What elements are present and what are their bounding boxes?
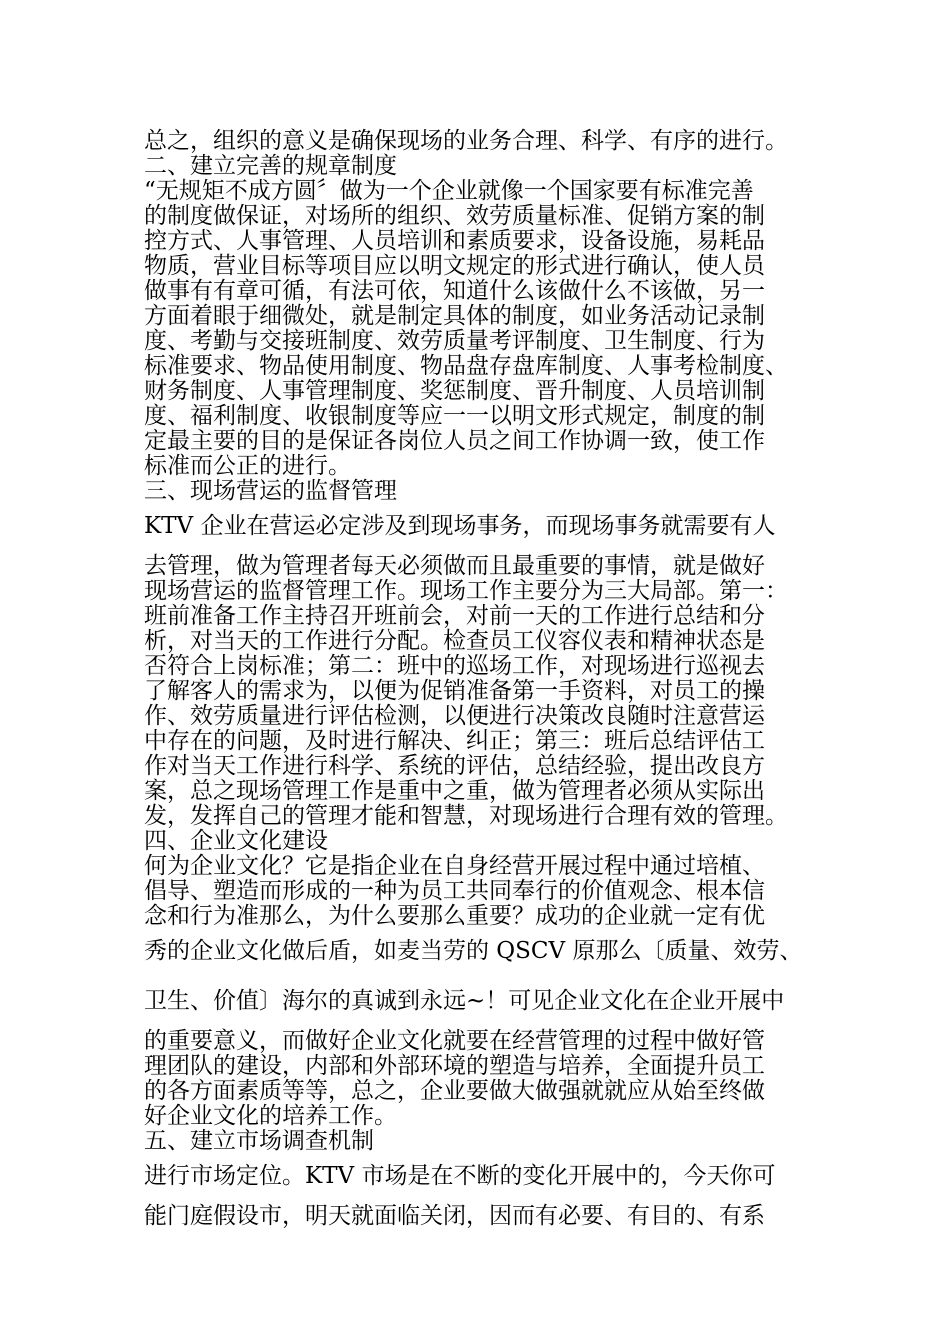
text-line: 总之，组织的意义是确保现场的业务合理、科学、有序的进行。: [144, 128, 788, 154]
text-line: 好企业文化的培养工作。: [144, 1103, 397, 1129]
text-line: 能门庭假设市，明天就面临关闭，因而有必要、有目的、有系: [144, 1203, 765, 1229]
text-line: 倡导、塑造而形成的一种为员工共同奉行的价值观念、根本信: [144, 878, 765, 904]
text-line: 否符合上岗标准；第二：班中的巡场工作，对现场进行巡视去: [144, 653, 765, 679]
text-line: 理团队的建设，内部和外部环境的塑造与培养，全面提升员工: [144, 1053, 765, 1079]
text-line: 念和行为准那么，为什么要那么重要？成功的企业就一定有优: [144, 903, 765, 929]
text-line: 做事有有章可循，有法可依，知道什么该做什么不该做，另一: [144, 278, 765, 304]
text-line: 去管理，做为管理者每天必须做而且最重要的事情，就是做好: [144, 553, 765, 579]
text-line: 析，对当天的工作进行分配。检查员工仪容仪表和精神状态是: [144, 628, 765, 654]
text-line: 物质，营业目标等项目应以明文规定的形式进行确认，使人员: [144, 253, 765, 279]
section-heading: 五、建立市场调查机制: [144, 1128, 374, 1154]
section-heading: 三、现场营运的监督管理: [144, 478, 397, 504]
text-line: 了解客人的需求为，以便为促销准备第一手资料，对员工的操: [144, 678, 765, 704]
text-line: 何为企业文化？它是指企业在自身经营开展过程中通过培植、: [144, 853, 765, 879]
text-line: 的重要意义，而做好企业文化就要在经营管理的过程中做好管: [144, 1028, 765, 1054]
text-line: KTV 企业在营运必定涉及到现场事务，而现场事务就需要有人: [144, 513, 776, 539]
text-line: 现场营运的监督管理工作。现场工作主要分为三大局部。第一：: [144, 578, 788, 604]
text-line: 作对当天工作进行科学、系统的评估，总结经验，提出改良方: [144, 753, 765, 779]
text-line: 度、福利制度、收银制度等应一一以明文形式规定，制度的制: [144, 403, 765, 429]
section-heading: 四、企业文化建设: [144, 828, 328, 854]
text-line: 的各方面素质等等，总之，企业要做大做强就就应从始至终做: [144, 1078, 765, 1104]
text-line: 案，总之现场管理工作是重中之重，做为管理者必须从实际出: [144, 778, 765, 804]
text-line: 标准要求、物品使用制度、物品盘存盘库制度、人事考检制度、: [144, 353, 788, 379]
text-line: 班前准备工作主持召开班前会，对前一天的工作进行总结和分: [144, 603, 765, 629]
text-line: 发，发挥自己的管理才能和智慧，对现场进行合理有效的管理。: [144, 803, 788, 829]
text-line: 秀的企业文化做后盾，如麦当劳的 QSCV 原那么〔质量、效劳、: [144, 938, 803, 964]
text-line: 度、考勤与交接班制度、效劳质量考评制度、卫生制度、行为: [144, 328, 765, 354]
text-line: 定最主要的目的是保证各岗位人员之间工作协调一致，使工作: [144, 428, 765, 454]
text-line: 控方式、人事管理、人员培训和素质要求，设备设施，易耗品: [144, 228, 765, 254]
text-line: “无规矩不成方圆〞做为一个企业就像一个国家要有标准完善: [144, 178, 754, 204]
text-line: 标准而公正的进行。: [144, 453, 351, 479]
text-line: 财务制度、人事管理制度、奖惩制度、晋升制度、人员培训制: [144, 378, 765, 404]
text-line: 卫生、价值〕海尔的真诚到永远~！可见企业文化在企业开展中: [144, 988, 785, 1014]
text-line: 的制度做保证，对场所的组织、效劳质量标准、促销方案的制: [144, 203, 765, 229]
text-line: 作、效劳质量进行评估检测，以便进行决策改良随时注意营运: [144, 703, 765, 729]
section-heading: 二、建立完善的规章制度: [144, 153, 397, 179]
text-line: 进行市场定位。KTV 市场是在不断的变化开展中的，今天你可: [144, 1163, 776, 1189]
text-line: 中存在的问题，及时进行解决、纠正；第三：班后总结评估工: [144, 728, 765, 754]
text-line: 方面着眼于细微处，就是制定具体的制度，如业务活动记录制: [144, 303, 765, 329]
